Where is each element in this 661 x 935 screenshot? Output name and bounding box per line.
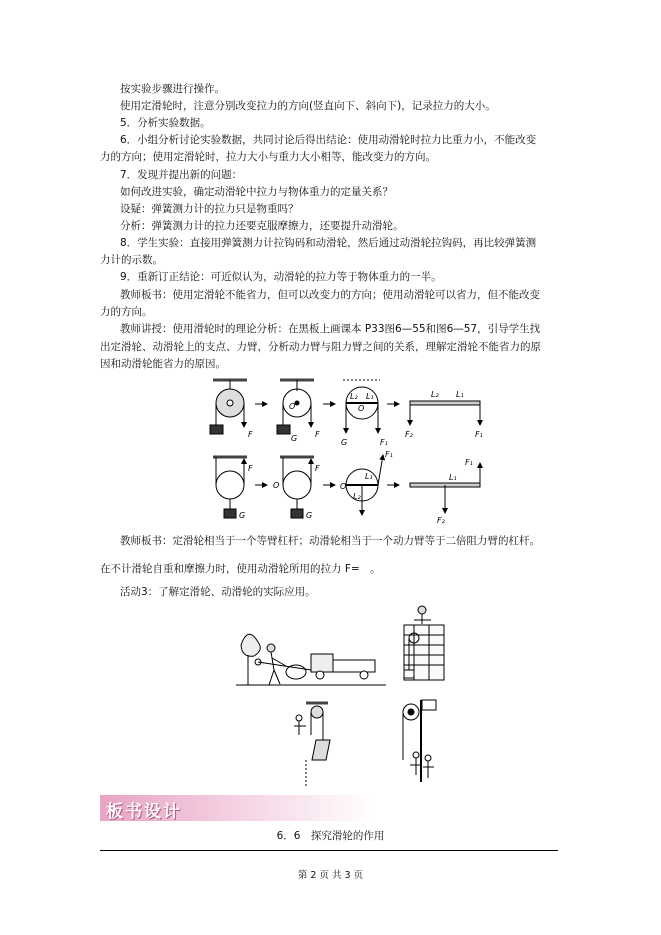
text-line: 6．小组分析讨论实验数据，共同讨论后得出结论：使用动滑轮时拉力比重力小，不能改变 xyxy=(120,134,537,146)
force-label: F xyxy=(248,464,253,473)
text-line: 设疑：弹簧测力计的拉力只是物重吗？ xyxy=(120,203,299,215)
force-label: F₁ xyxy=(385,450,393,459)
text-line: 教师板书：定滑轮相当于一个等臂杠杆；动滑轮相当于一个动力臂等于二倍阻力臂的杠杆。 xyxy=(120,535,540,547)
fulcrum-label: O xyxy=(340,482,347,491)
text-line: 在不计滑轮自重和摩擦力时，使用动滑轮所用的拉力 F= 。 xyxy=(100,563,381,575)
text-line: 力的方向。 xyxy=(100,306,153,318)
arm-label: L₁ xyxy=(449,473,457,482)
text-line: 按实验步骤进行操作。 xyxy=(120,83,225,95)
text-line: 出定滑轮、动滑轮上的支点、力臂，分析动力臂与阻力臂之间的关系，理解定滑轮不能省力的原 xyxy=(100,341,541,353)
text-line: 如何改进实验，确定动滑轮中拉力与物体重力的定量关系？ xyxy=(120,186,393,198)
force-label: F₁ xyxy=(380,438,388,447)
fulcrum-label: O xyxy=(289,402,296,411)
page-footer: 第 2 页 共 3 页 xyxy=(297,870,364,881)
text-line: 7．发现并提出新的问题： xyxy=(120,169,243,181)
force-label: F₁ xyxy=(475,430,483,439)
text-line: 活动3：了解定滑轮、动滑轮的实际应用。 xyxy=(120,586,316,598)
pulley-application-illustration xyxy=(236,600,456,790)
text-line: 9．重新订正结论：可近似认为，动滑轮的拉力等于物体重力的一半。 xyxy=(120,271,442,283)
arm-label: L₁ xyxy=(366,392,374,401)
text-line: 教师板书：使用定滑轮不能省力，但可以改变力的方向；使用动滑轮可以省力，但不能改变 xyxy=(120,289,540,301)
text-line: 力的方向；使用定滑轮时，拉力大小与重力大小相等，能改变力的方向。 xyxy=(100,151,436,163)
force-label: F₂ xyxy=(405,430,413,439)
text-line: 教师讲授：使用滑轮时的理论分析：在黑板上画课本 P33图6—55和图6—57，引导学生找 xyxy=(120,323,541,335)
arm-label: L₁ xyxy=(365,472,373,481)
weight-label: G xyxy=(291,434,298,443)
text-line: 因和动滑轮能省力的原因。 xyxy=(100,358,226,370)
arm-label: L₁ xyxy=(456,390,464,399)
fulcrum-label: O xyxy=(358,404,365,413)
weight-label: G xyxy=(239,511,246,520)
arm-label: L₂ xyxy=(350,392,358,401)
arm-label: L₂ xyxy=(431,390,439,399)
text-line: 力计的示数。 xyxy=(100,254,163,266)
board-design-banner xyxy=(100,795,375,821)
force-label: F xyxy=(315,464,320,473)
pulley-lever-diagram xyxy=(205,375,490,525)
weight-label: G xyxy=(341,438,348,447)
force-label: F₁ xyxy=(465,458,473,467)
banner-title: 板书设计 xyxy=(106,802,182,822)
section-title: 6．6 探究滑轮的作用 xyxy=(276,830,385,842)
text-line: 5．分析实验数据。 xyxy=(120,117,211,129)
footer-divider xyxy=(100,850,558,851)
text-line: 使用定滑轮时，注意分别改变拉力的方向(竖直向下、斜向下)，记录拉力的大小。 xyxy=(120,100,496,112)
text-line: 分析：弹簧测力计的拉力还要克服摩擦力，还要提升动滑轮。 xyxy=(120,220,404,232)
fulcrum-label: O xyxy=(273,481,280,490)
force-label: F₂ xyxy=(437,516,445,525)
force-label: F xyxy=(248,430,253,439)
text-line: 8．学生实验：直接用弹簧测力计拉钩码和动滑轮，然后通过动滑轮拉钩码，再比较弹簧测 xyxy=(120,237,537,249)
arm-label: L₂ xyxy=(353,492,361,501)
force-label: F xyxy=(315,430,320,439)
weight-label: G xyxy=(306,511,313,520)
